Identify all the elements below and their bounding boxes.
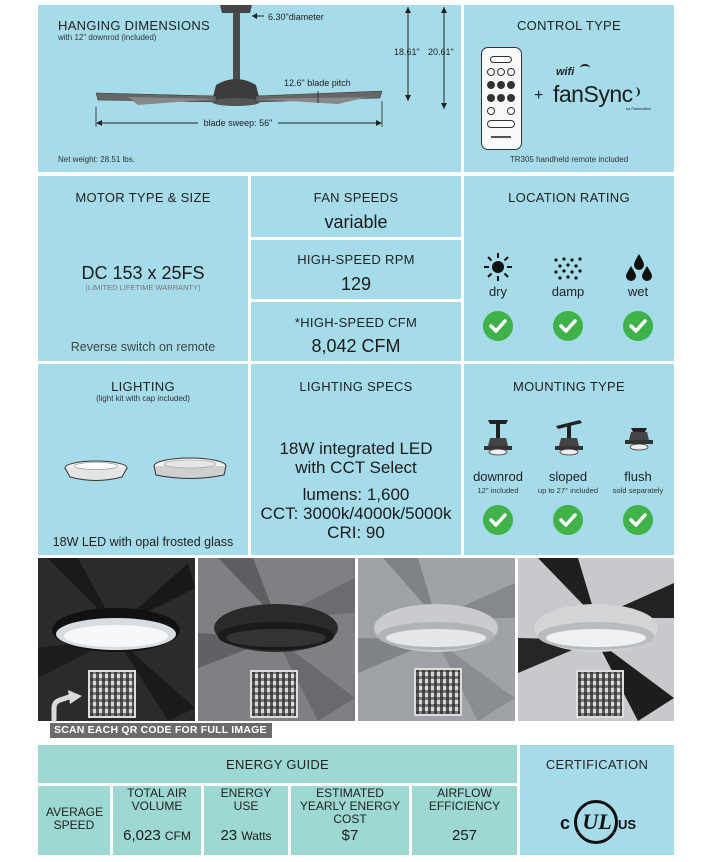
flush-check-icon — [623, 505, 653, 535]
fan-speeds-value: variable — [324, 212, 388, 232]
air-volume-value: 6,023 CFM — [123, 827, 191, 844]
qr-code-silver[interactable] — [576, 670, 624, 718]
fan-speeds-title: FAN SPEEDS — [313, 190, 399, 205]
wifi-mark: wifi — [556, 66, 575, 78]
lighting-panel — [38, 364, 248, 555]
droplets-icon — [624, 252, 654, 282]
qr-code-nickel[interactable] — [414, 668, 462, 716]
mount-downrod-note: 12" included — [477, 486, 519, 495]
wifi-icon — [580, 64, 590, 72]
dry-check-icon — [483, 311, 513, 341]
motor-warranty: (LIMITED LIFETIME WARRANTY) — [85, 283, 201, 292]
hanging-title: HANGING DIMENSIONS — [58, 18, 211, 33]
lighting-caption: 18W LED with opal frosted glass — [52, 535, 234, 549]
mount-sloped-label: sloped — [548, 469, 588, 484]
mount-downrod-label: downrod — [473, 469, 523, 484]
hanging-dimensions-panel — [38, 5, 461, 172]
cfm-value: 8,042 CFM — [311, 336, 401, 356]
remote-icon — [481, 47, 522, 150]
downrod-mount-icon — [482, 418, 514, 458]
fan-photo-nickel — [358, 558, 515, 721]
wet-check-icon — [623, 311, 653, 341]
control-type-panel — [464, 5, 674, 172]
airflow-efficiency-header: AIRFLOW EFFICIENCY — [428, 786, 501, 813]
energy-use-value: 23 Watts — [220, 827, 272, 844]
fan-photo-silver — [518, 558, 674, 721]
sloped-mount-icon — [552, 418, 586, 458]
location-damp: damp — [551, 284, 585, 299]
energy-use-header: ENERGY USE — [220, 786, 272, 813]
height-label-18: 18.61" — [394, 47, 420, 57]
location-rating-panel — [464, 176, 674, 361]
mount-sloped-note: up to 27° included — [537, 486, 599, 495]
qr-code-bronze[interactable] — [250, 670, 298, 718]
fan-profile-diagram — [38, 5, 461, 172]
spec-cct: CCT: 3000k/4000k/5000k — [260, 504, 452, 523]
lighting-title: LIGHTING — [111, 379, 175, 394]
spec-lumens: lumens: 1,600 — [302, 485, 410, 504]
motor-title: MOTOR TYPE & SIZE — [75, 190, 211, 205]
spec-line-2: with CCT Select — [295, 458, 417, 477]
yearly-cost-value: $7 — [341, 827, 359, 844]
control-title: CONTROL TYPE — [516, 18, 621, 33]
mount-flush-label: flush — [624, 469, 652, 484]
damp-check-icon — [553, 311, 583, 341]
lighting-specs-panel — [251, 364, 461, 555]
cfm-panel — [251, 302, 461, 361]
rpm-title: HIGH-SPEED RPM — [297, 252, 415, 267]
location-wet: wet — [627, 284, 649, 299]
scan-arrow-icon — [48, 690, 88, 724]
diameter-label: 6.30"diameter — [268, 12, 324, 22]
energy-col-air-volume — [113, 786, 201, 855]
hanging-subtitle: with 12" downrod (included) — [58, 33, 157, 42]
signal-icon — [630, 87, 640, 97]
scan-banner — [50, 723, 272, 738]
mounting-panel — [464, 364, 674, 555]
fan-speeds-panel — [251, 176, 461, 237]
yearly-cost-header: ESTIMATED YEARLY ENERGY COST — [299, 786, 401, 826]
mounting-title: MOUNTING TYPE — [512, 379, 625, 394]
airflow-efficiency-value: 257 — [451, 827, 478, 844]
downrod-check-icon — [483, 505, 513, 535]
energy-col-airflow-efficiency — [412, 786, 517, 855]
spec-cri: CRI: 90 — [327, 523, 385, 542]
energy-row-label-cell — [38, 786, 110, 855]
blade-sweep-label: blade sweep: 56" — [203, 118, 273, 128]
remote-caption: TR305 handheld remote included — [509, 155, 629, 164]
location-dry: dry — [488, 284, 508, 299]
height-label-20: 20.61" — [428, 47, 454, 57]
net-weight: Net weight: 28.51 lbs. — [58, 155, 135, 164]
mist-icon — [552, 256, 584, 282]
sloped-check-icon — [553, 505, 583, 535]
qr-code-black[interactable] — [88, 670, 136, 718]
lighting-subtitle: (light kit with cap included) — [96, 394, 190, 403]
cul-us-mark-icon: c UL US — [560, 800, 634, 846]
flush-mount-icon — [623, 426, 655, 460]
lighting-specs-title: LIGHTING SPECS — [299, 379, 413, 394]
fansync-by: by Fanimation — [626, 106, 652, 111]
scan-text: SCAN EACH QR CODE FOR FULL IMAGE — [54, 724, 267, 736]
rpm-value: 129 — [340, 274, 372, 294]
blade-pitch-label: 12.6" blade pitch — [284, 78, 351, 88]
certification-title: CERTIFICATION — [545, 757, 649, 772]
energy-col-yearly-cost — [291, 786, 409, 855]
motor-panel — [38, 176, 248, 361]
fansync-logo: fanSync — [553, 81, 633, 107]
plus-sign: + — [534, 87, 544, 104]
average-speed-label: AVERAGE SPEED — [46, 805, 104, 832]
motor-value: DC 153 x 25FS — [81, 263, 205, 283]
energy-col-energy-use — [204, 786, 288, 855]
mount-flush-note: sold separately — [612, 486, 664, 495]
reverse-switch-note: Reverse switch on remote — [70, 340, 216, 354]
location-title: LOCATION RATING — [508, 190, 630, 205]
certification-panel — [520, 745, 674, 855]
fan-photo-bronze — [198, 558, 355, 721]
rpm-panel — [251, 240, 461, 299]
light-kit-illustration — [38, 450, 248, 510]
cfm-title: *HIGH-SPEED CFM — [294, 315, 418, 330]
energy-guide-title: ENERGY GUIDE — [225, 757, 330, 772]
air-volume-header: TOTAL AIR VOLUME — [127, 786, 187, 813]
sun-icon — [483, 252, 513, 282]
spec-line-1: 18W integrated LED — [279, 439, 433, 458]
energy-guide-header — [38, 745, 517, 783]
